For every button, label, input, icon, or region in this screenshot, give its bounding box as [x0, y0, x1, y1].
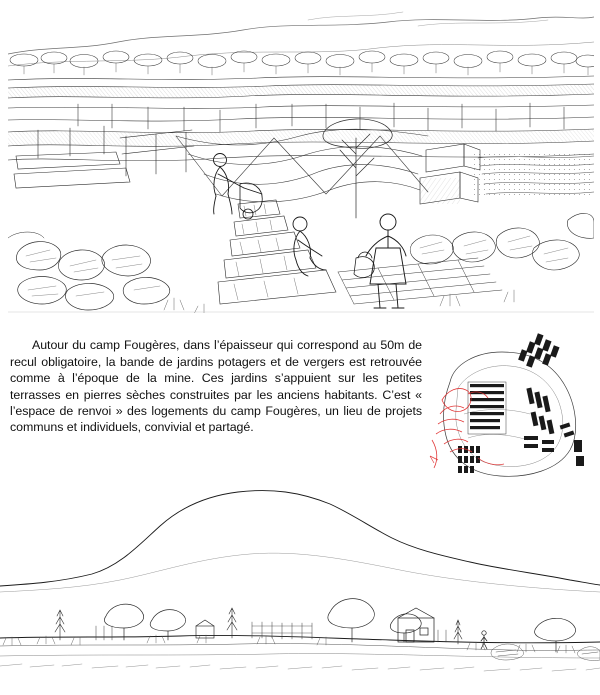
perspective-sketch: [8, 8, 594, 313]
site-plan-drawing: [424, 328, 594, 483]
landscape-section-drawing: [0, 470, 600, 695]
body-paragraph: Autour du camp Fougères, dans l’épaisseur qui correspond au 50m de recul obligatoire, la bande de jardins potagers et de vergers est retrouvée comme à l’époque de la mine. Ces jardins s’appuient sur les petites terrasses en pierres sèches construites par les anciens habitants. C’est « l’espace de renvoi » des logements du camp Fougères, un lieu de projets communs et individuels, convivial et partagé.: [10, 338, 422, 435]
